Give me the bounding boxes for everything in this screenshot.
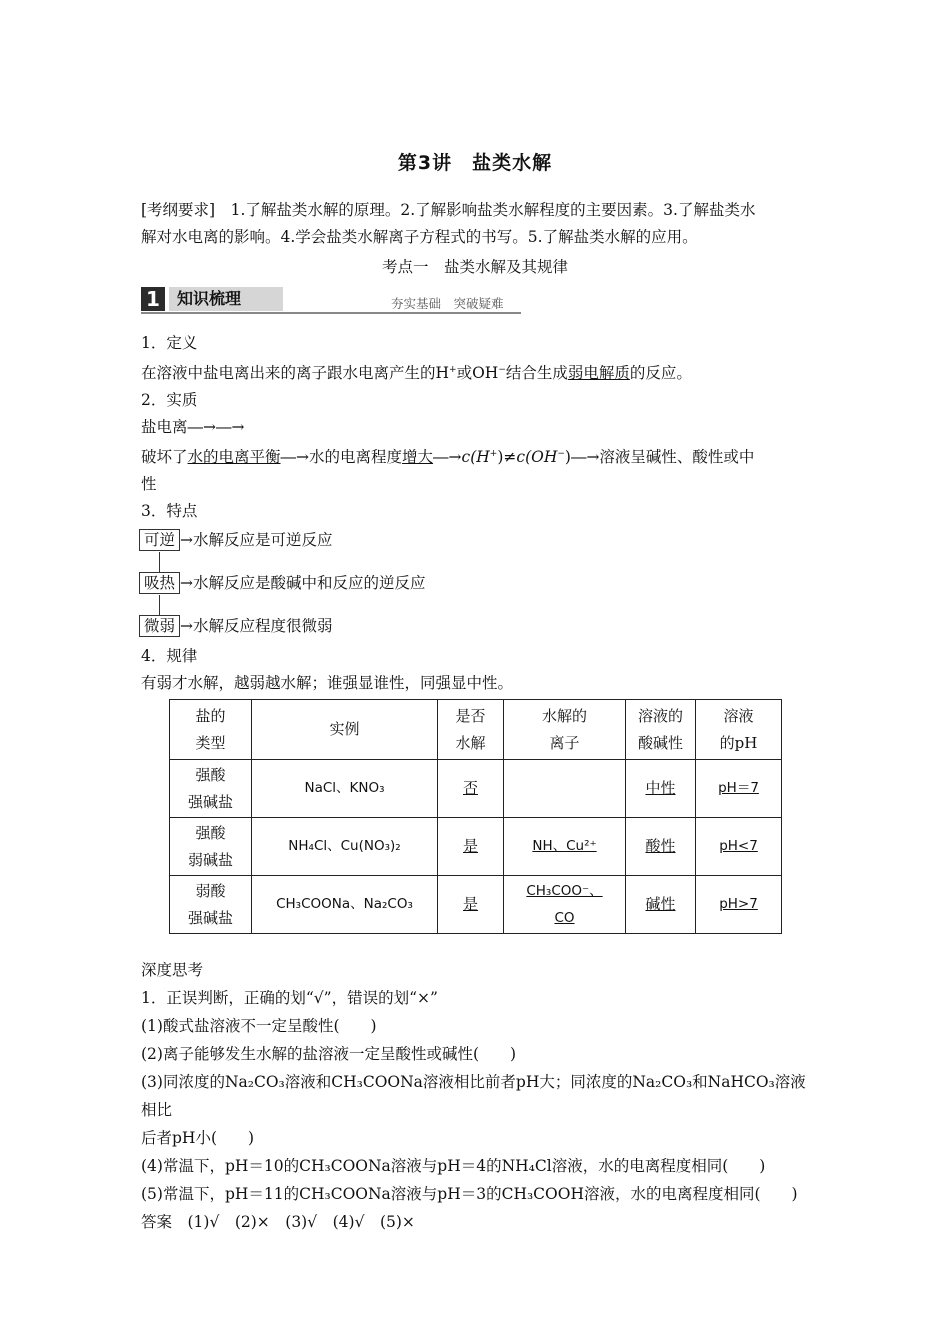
banner-number: 1: [141, 287, 165, 311]
table-cell-hydrolyze: 是: [438, 818, 504, 876]
deep-thinking: [141, 956, 813, 1236]
table-cell-ion: CH₃COO⁻、 CO: [504, 876, 626, 934]
banner-subtitle: 夯实基础 突破疑难: [391, 296, 504, 311]
think-question-intro: 1．正误判断，正确的划“√”，错误的划“×”: [141, 989, 438, 1007]
essence-line-3: 性: [141, 475, 157, 494]
table-row: [170, 760, 782, 818]
page-title: 第3讲 盐类水解: [397, 152, 553, 174]
essence-line-2: 破坏了水的电离平衡―→水的电离程度增大―→c(H+)≠c(OH−)―→溶液呈碱性、酸性或中: [141, 448, 755, 467]
feature-box-reversible: 可逆: [139, 529, 180, 551]
banner-label: 知识梳理: [169, 287, 283, 311]
table-row: [170, 876, 782, 934]
rule-text: 有弱才水解，越弱越水解；谁强显谁性，同强显中性。: [141, 674, 514, 692]
table-cell-nature: 碱性: [626, 876, 696, 934]
increase-term: 增大: [402, 448, 434, 467]
requirements-line-2: 解对水电离的影响。4.学会盐类水解离子方程式的书写。5.了解盐类水解的应用。: [141, 228, 698, 246]
banner-rule: [141, 312, 521, 314]
table-header-row: [170, 700, 782, 760]
table-cell-hydrolyze: 是: [438, 876, 504, 934]
table-cell-example: NH₄Cl、Cu(NO₃)₂: [252, 818, 438, 876]
table-header-cell: 盐的 类型: [170, 700, 252, 760]
feature-box-endothermic: 吸热: [139, 572, 180, 594]
think-heading: 深度思考: [141, 961, 204, 979]
table-cell-type: 强酸 强碱盐: [170, 760, 252, 818]
feature-text-reversible: →水解反应是可逆反应: [180, 531, 333, 549]
feature-text-endothermic: →水解反应是酸碱中和反应的逆反应: [180, 574, 426, 592]
feature-reversible: [139, 529, 333, 551]
topic-heading: 考点一 盐类水解及其规律: [381, 258, 568, 276]
weak-electrolyte-term: 弱电解质: [567, 364, 630, 383]
feature-connector-2: [159, 595, 160, 615]
section-definition: [141, 330, 813, 525]
table-cell-ph: pH<7: [696, 818, 782, 876]
table-cell-type: 弱酸 强碱盐: [170, 876, 252, 934]
definition-heading: 1．定义: [141, 334, 198, 352]
features-heading: 3．特点: [141, 502, 198, 521]
table-cell-hydrolyze: 否: [438, 760, 504, 818]
feature-weak: [139, 615, 333, 637]
table-header-cell: 是否 水解: [438, 700, 504, 760]
table-cell-ph: pH＝7: [696, 760, 782, 818]
table-cell-ion: NH、Cu²⁺: [504, 818, 626, 876]
feature-connector-1: [159, 552, 160, 572]
hydrolysis-table: [169, 699, 782, 934]
essence-line-1: 盐电离―→―→: [141, 418, 245, 437]
water-ionization-equilibrium: 水的电离平衡: [187, 448, 281, 467]
table-cell-nature: 酸性: [626, 818, 696, 876]
essence-heading: 2．实质: [141, 391, 198, 410]
think-item-3b: 后者pH小( ): [141, 1129, 255, 1147]
feature-text-weak: →水解反应程度很微弱: [180, 617, 333, 635]
section-rule: [141, 643, 813, 697]
rule-heading: 4．规律: [141, 647, 198, 665]
table-cell-type: 强酸 弱碱盐: [170, 818, 252, 876]
table-cell-example: NaCl、KNO₃: [252, 760, 438, 818]
requirements: [141, 197, 813, 251]
think-answer: 答案 (1)√ (2)× (3)√ (4)√ (5)×: [141, 1213, 415, 1231]
section-banner: [141, 285, 521, 313]
table-cell-example: CH₃COONa、Na₂CO₃: [252, 876, 438, 934]
table-header-cell: 溶液的 酸碱性: [626, 700, 696, 760]
table-row: [170, 818, 782, 876]
think-item-3a: (3)同浓度的Na₂CO₃溶液和CH₃COONa溶液相比前者pH大；同浓度的Na₂CO₃和NaHCO₃溶液相比: [141, 1073, 806, 1119]
definition-text: 在溶液中盐电离出来的离子跟水电离产生的H+或OH−结合生成弱电解质的反应。: [141, 364, 692, 383]
table-header-cell: 溶液 的pH: [696, 700, 782, 760]
feature-endothermic: [139, 572, 426, 594]
think-item-4: (4)常温下，pH＝10的CH₃COONa溶液与pH＝4的NH₄Cl溶液，水的电离程度相同( ): [141, 1157, 766, 1175]
table-cell-ph: pH>7: [696, 876, 782, 934]
table-cell-nature: 中性: [626, 760, 696, 818]
table-header-cell: 水解的 离子: [504, 700, 626, 760]
feature-box-weak: 微弱: [139, 615, 180, 637]
table-header-cell: 实例: [252, 700, 438, 760]
think-item-5: (5)常温下，pH＝11的CH₃COONa溶液与pH＝3的CH₃COOH溶液，水的电离程度相同( ): [141, 1185, 798, 1203]
requirements-line-1: [考纲要求] 1.了解盐类水解的原理。2.了解影响盐类水解程度的主要因素。3.了解盐类水: [141, 201, 756, 219]
think-item-2: (2)离子能够发生水解的盐溶液一定呈酸性或碱性( ): [141, 1045, 517, 1063]
think-item-1: (1)酸式盐溶液不一定呈酸性( ): [141, 1017, 377, 1035]
table-cell-ion: [504, 760, 626, 818]
